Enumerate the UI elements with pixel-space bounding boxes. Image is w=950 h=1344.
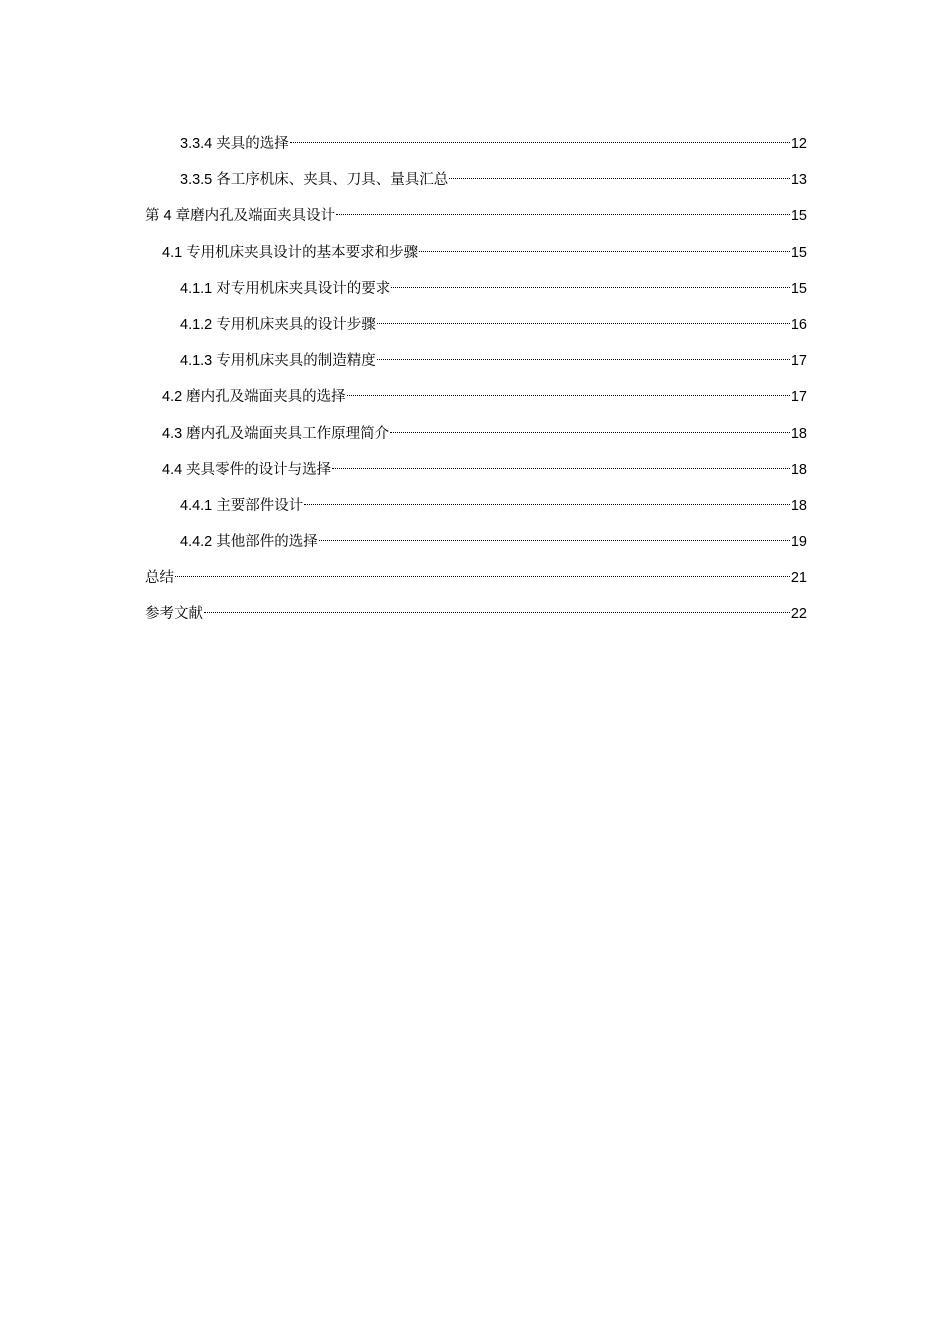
toc-entry-page: 15: [790, 244, 807, 261]
toc-dot-leader: [290, 126, 790, 148]
toc-entry-4-2[interactable]: [145, 379, 807, 415]
toc-entry-4-1[interactable]: [145, 235, 807, 271]
toc-dot-leader: [391, 271, 790, 293]
toc-dot-leader: [204, 596, 790, 618]
toc-entry-4-4-1[interactable]: [145, 488, 807, 524]
toc-entry-page: 19: [790, 534, 807, 551]
toc-entry-title: 4.4 夹具零件的设计与选择: [162, 461, 332, 478]
toc-entry-title: 第 4 章磨内孔及端面夹具设计: [145, 208, 336, 225]
toc-dot-leader: [332, 452, 790, 474]
toc-entry-page: 18: [790, 497, 807, 514]
toc-entry-page: 22: [790, 606, 807, 623]
toc-entry-page: 17: [790, 353, 807, 370]
toc-dot-leader: [175, 560, 790, 582]
toc-entry-4-1-3[interactable]: [145, 343, 807, 379]
toc-entry-title: 4.3 磨内孔及端面夹具工作原理简介: [162, 425, 390, 442]
toc-entry-4-3[interactable]: [145, 416, 807, 452]
toc-entry-4-4-2[interactable]: [145, 524, 807, 560]
toc-entry-references[interactable]: [145, 596, 807, 632]
toc-entry-title: 4.1 专用机床夹具设计的基本要求和步骤: [162, 244, 419, 261]
toc-entry-title: 参考文献: [145, 606, 203, 623]
toc-dot-leader: [390, 416, 790, 438]
toc-entry-title: 3.3.5 各工序机床、夹具、刀具、量具汇总: [180, 172, 449, 189]
toc-entry-title: 4.1.1 对专用机床夹具设计的要求: [180, 280, 391, 297]
toc-dot-leader: [449, 162, 790, 184]
toc-entry-4-1-2[interactable]: [145, 307, 807, 343]
toc-entry-title: 4.4.2 其他部件的选择: [180, 534, 318, 551]
table-of-contents: [145, 126, 807, 633]
toc-entry-4-4[interactable]: [145, 452, 807, 488]
toc-dot-leader: [319, 524, 790, 546]
toc-entry-4-1-1[interactable]: [145, 271, 807, 307]
toc-dot-leader: [304, 488, 790, 510]
toc-entry-summary[interactable]: [145, 560, 807, 596]
toc-dot-leader: [347, 379, 790, 401]
toc-entry-title: 3.3.4 夹具的选择: [180, 136, 289, 152]
toc-dot-leader: [336, 198, 790, 220]
toc-dot-leader: [419, 235, 790, 257]
toc-entry-page: 15: [790, 280, 807, 297]
toc-entry-title: 4.2 磨内孔及端面夹具的选择: [162, 389, 346, 406]
toc-entry-3-3-4[interactable]: [145, 126, 807, 162]
toc-entry-page: 13: [790, 172, 807, 189]
toc-dot-leader: [377, 343, 790, 365]
toc-entry-3-3-5[interactable]: [145, 162, 807, 198]
toc-entry-page: 18: [790, 425, 807, 442]
toc-entry-title: 4.1.2 专用机床夹具的设计步骤: [180, 316, 376, 333]
toc-entry-title: 4.1.3 专用机床夹具的制造精度: [180, 353, 376, 370]
toc-entry-page: 16: [790, 316, 807, 333]
toc-entry-page: 18: [790, 461, 807, 478]
toc-entry-page: 12: [790, 136, 807, 152]
toc-entry-title: 4.4.1 主要部件设计: [180, 497, 304, 514]
toc-dot-leader: [377, 307, 790, 329]
toc-entry-page: 21: [790, 570, 807, 587]
toc-entry-page: 17: [790, 389, 807, 406]
toc-entry-page: 15: [790, 208, 807, 225]
toc-entry-chapter-4[interactable]: [145, 198, 807, 234]
toc-entry-title: 总结: [145, 570, 174, 587]
